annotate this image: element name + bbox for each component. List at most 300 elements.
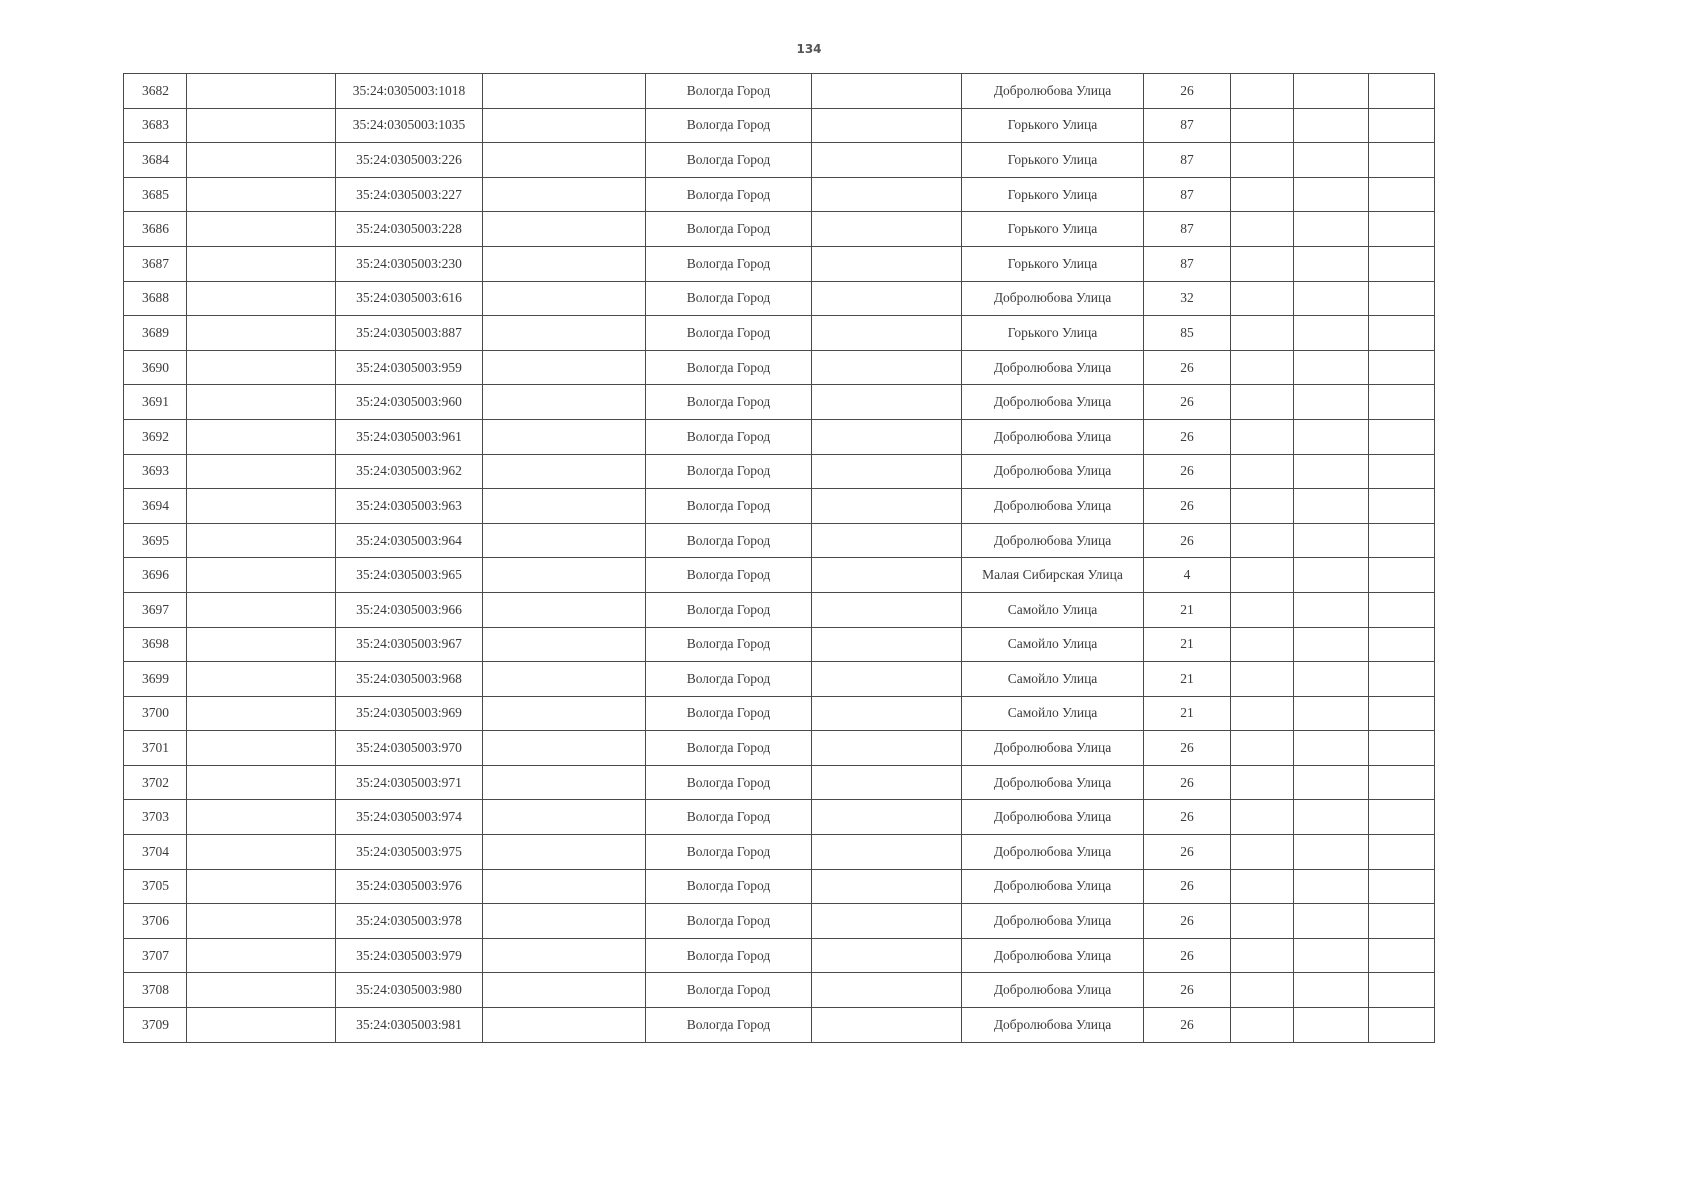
- city-cell: Вологда Город: [646, 489, 812, 524]
- empty-cell: [1369, 246, 1435, 281]
- empty-cell: [483, 558, 646, 593]
- house-number-cell: 26: [1144, 869, 1231, 904]
- city-cell: Вологда Город: [646, 731, 812, 766]
- street-cell: Горького Улица: [962, 316, 1144, 351]
- street-cell: Малая Сибирская Улица: [962, 558, 1144, 593]
- table-row: [124, 662, 1435, 697]
- empty-cell: [1294, 523, 1369, 558]
- empty-cell: [1294, 246, 1369, 281]
- house-number-cell: 87: [1144, 108, 1231, 143]
- empty-cell: [1231, 731, 1294, 766]
- house-number-cell: 87: [1144, 177, 1231, 212]
- empty-cell: [812, 212, 962, 247]
- empty-cell: [483, 869, 646, 904]
- empty-cell: [812, 316, 962, 351]
- street-cell: Добролюбова Улица: [962, 800, 1144, 835]
- row-number-cell: 3687: [124, 246, 187, 281]
- empty-cell: [1369, 316, 1435, 351]
- street-cell: Добролюбова Улица: [962, 454, 1144, 489]
- house-number-cell: 26: [1144, 765, 1231, 800]
- empty-cell: [1231, 385, 1294, 420]
- empty-cell: [1294, 489, 1369, 524]
- empty-cell: [187, 489, 336, 524]
- row-number-cell: 3704: [124, 835, 187, 870]
- table-row: [124, 904, 1435, 939]
- city-cell: Вологда Город: [646, 558, 812, 593]
- table-row: [124, 177, 1435, 212]
- table-row: [124, 108, 1435, 143]
- empty-cell: [187, 316, 336, 351]
- house-number-cell: 26: [1144, 74, 1231, 109]
- empty-cell: [1369, 731, 1435, 766]
- empty-cell: [187, 108, 336, 143]
- empty-cell: [1231, 696, 1294, 731]
- empty-cell: [1294, 973, 1369, 1008]
- empty-cell: [1294, 765, 1369, 800]
- city-cell: Вологда Город: [646, 74, 812, 109]
- table-row: [124, 627, 1435, 662]
- empty-cell: [1294, 592, 1369, 627]
- cadastral-number-cell: 35:24:0305003:974: [336, 800, 483, 835]
- empty-cell: [1294, 419, 1369, 454]
- table-body: [124, 74, 1435, 1043]
- empty-cell: [187, 1008, 336, 1043]
- empty-cell: [1369, 592, 1435, 627]
- empty-cell: [812, 246, 962, 281]
- cadastral-number-cell: 35:24:0305003:1018: [336, 74, 483, 109]
- empty-cell: [1294, 1008, 1369, 1043]
- empty-cell: [187, 419, 336, 454]
- empty-cell: [812, 385, 962, 420]
- empty-cell: [812, 835, 962, 870]
- empty-cell: [187, 74, 336, 109]
- empty-cell: [812, 627, 962, 662]
- empty-cell: [187, 765, 336, 800]
- cadastral-number-cell: 35:24:0305003:226: [336, 143, 483, 178]
- empty-cell: [1369, 350, 1435, 385]
- empty-cell: [483, 731, 646, 766]
- empty-cell: [187, 904, 336, 939]
- empty-cell: [483, 523, 646, 558]
- city-cell: Вологда Город: [646, 800, 812, 835]
- table-row: [124, 74, 1435, 109]
- empty-cell: [1294, 938, 1369, 973]
- empty-cell: [1294, 627, 1369, 662]
- street-cell: Добролюбова Улица: [962, 1008, 1144, 1043]
- empty-cell: [1369, 489, 1435, 524]
- table-row: [124, 800, 1435, 835]
- cadastral-number-cell: 35:24:0305003:227: [336, 177, 483, 212]
- empty-cell: [1231, 454, 1294, 489]
- cadastral-number-cell: 35:24:0305003:959: [336, 350, 483, 385]
- empty-cell: [187, 627, 336, 662]
- empty-cell: [483, 246, 646, 281]
- empty-cell: [1294, 731, 1369, 766]
- city-cell: Вологда Город: [646, 938, 812, 973]
- empty-cell: [187, 558, 336, 593]
- empty-cell: [1231, 835, 1294, 870]
- street-cell: Добролюбова Улица: [962, 385, 1144, 420]
- row-number-cell: 3703: [124, 800, 187, 835]
- row-number-cell: 3694: [124, 489, 187, 524]
- empty-cell: [483, 627, 646, 662]
- empty-cell: [1369, 1008, 1435, 1043]
- table-row: [124, 212, 1435, 247]
- empty-cell: [1369, 835, 1435, 870]
- empty-cell: [1369, 108, 1435, 143]
- row-number-cell: 3705: [124, 869, 187, 904]
- empty-cell: [1294, 281, 1369, 316]
- city-cell: Вологда Город: [646, 973, 812, 1008]
- empty-cell: [187, 143, 336, 178]
- cadastral-number-cell: 35:24:0305003:966: [336, 592, 483, 627]
- cadastral-number-cell: 35:24:0305003:965: [336, 558, 483, 593]
- city-cell: Вологда Город: [646, 454, 812, 489]
- row-number-cell: 3691: [124, 385, 187, 420]
- empty-cell: [812, 143, 962, 178]
- empty-cell: [187, 385, 336, 420]
- street-cell: Горького Улица: [962, 177, 1144, 212]
- empty-cell: [1231, 143, 1294, 178]
- cadastral-number-cell: 35:24:0305003:976: [336, 869, 483, 904]
- street-cell: Самойло Улица: [962, 662, 1144, 697]
- empty-cell: [812, 662, 962, 697]
- empty-cell: [483, 454, 646, 489]
- empty-cell: [1294, 454, 1369, 489]
- empty-cell: [483, 143, 646, 178]
- city-cell: Вологда Город: [646, 385, 812, 420]
- street-cell: Добролюбова Улица: [962, 489, 1144, 524]
- table-row: [124, 731, 1435, 766]
- street-cell: Добролюбова Улица: [962, 938, 1144, 973]
- cadastral-number-cell: 35:24:0305003:967: [336, 627, 483, 662]
- empty-cell: [812, 938, 962, 973]
- empty-cell: [483, 108, 646, 143]
- cadastral-number-cell: 35:24:0305003:963: [336, 489, 483, 524]
- row-number-cell: 3700: [124, 696, 187, 731]
- house-number-cell: 26: [1144, 800, 1231, 835]
- empty-cell: [187, 869, 336, 904]
- empty-cell: [483, 662, 646, 697]
- house-number-cell: 26: [1144, 454, 1231, 489]
- row-number-cell: 3707: [124, 938, 187, 973]
- empty-cell: [812, 523, 962, 558]
- table-row: [124, 696, 1435, 731]
- empty-cell: [1294, 316, 1369, 351]
- empty-cell: [1369, 385, 1435, 420]
- empty-cell: [1231, 662, 1294, 697]
- street-cell: Добролюбова Улица: [962, 419, 1144, 454]
- page-number: 134: [796, 42, 822, 56]
- street-cell: Добролюбова Улица: [962, 523, 1144, 558]
- empty-cell: [812, 800, 962, 835]
- empty-cell: [1294, 177, 1369, 212]
- row-number-cell: 3695: [124, 523, 187, 558]
- house-number-cell: 26: [1144, 1008, 1231, 1043]
- house-number-cell: 21: [1144, 627, 1231, 662]
- empty-cell: [812, 489, 962, 524]
- empty-cell: [187, 177, 336, 212]
- street-cell: Добролюбова Улица: [962, 835, 1144, 870]
- empty-cell: [483, 835, 646, 870]
- table-row: [124, 350, 1435, 385]
- empty-cell: [1369, 973, 1435, 1008]
- cadastral-number-cell: 35:24:0305003:968: [336, 662, 483, 697]
- empty-cell: [187, 592, 336, 627]
- house-number-cell: 26: [1144, 938, 1231, 973]
- house-number-cell: 26: [1144, 385, 1231, 420]
- empty-cell: [187, 454, 336, 489]
- empty-cell: [812, 177, 962, 212]
- cadastral-number-cell: 35:24:0305003:616: [336, 281, 483, 316]
- empty-cell: [1231, 869, 1294, 904]
- empty-cell: [1369, 523, 1435, 558]
- empty-cell: [1369, 800, 1435, 835]
- cadastral-number-cell: 35:24:0305003:970: [336, 731, 483, 766]
- empty-cell: [187, 938, 336, 973]
- empty-cell: [1231, 281, 1294, 316]
- city-cell: Вологда Город: [646, 696, 812, 731]
- empty-cell: [1294, 212, 1369, 247]
- empty-cell: [483, 800, 646, 835]
- row-number-cell: 3698: [124, 627, 187, 662]
- empty-cell: [187, 523, 336, 558]
- city-cell: Вологда Город: [646, 592, 812, 627]
- cadastral-number-cell: 35:24:0305003:964: [336, 523, 483, 558]
- empty-cell: [483, 212, 646, 247]
- cadastral-number-cell: 35:24:0305003:228: [336, 212, 483, 247]
- house-number-cell: 4: [1144, 558, 1231, 593]
- cadastral-number-cell: 35:24:0305003:971: [336, 765, 483, 800]
- empty-cell: [1231, 800, 1294, 835]
- empty-cell: [483, 973, 646, 1008]
- empty-cell: [483, 177, 646, 212]
- street-cell: Горького Улица: [962, 143, 1144, 178]
- city-cell: Вологда Город: [646, 869, 812, 904]
- empty-cell: [812, 973, 962, 1008]
- empty-cell: [187, 246, 336, 281]
- row-number-cell: 3685: [124, 177, 187, 212]
- house-number-cell: 26: [1144, 835, 1231, 870]
- empty-cell: [483, 74, 646, 109]
- empty-cell: [812, 592, 962, 627]
- empty-cell: [1294, 74, 1369, 109]
- city-cell: Вологда Город: [646, 662, 812, 697]
- empty-cell: [1369, 696, 1435, 731]
- cadastral-number-cell: 35:24:0305003:230: [336, 246, 483, 281]
- street-cell: Добролюбова Улица: [962, 869, 1144, 904]
- house-number-cell: 87: [1144, 212, 1231, 247]
- row-number-cell: 3708: [124, 973, 187, 1008]
- empty-cell: [1231, 419, 1294, 454]
- house-number-cell: 21: [1144, 696, 1231, 731]
- row-number-cell: 3706: [124, 904, 187, 939]
- empty-cell: [1294, 835, 1369, 870]
- street-cell: Горького Улица: [962, 108, 1144, 143]
- city-cell: Вологда Город: [646, 177, 812, 212]
- house-number-cell: 26: [1144, 731, 1231, 766]
- empty-cell: [1231, 212, 1294, 247]
- city-cell: Вологда Город: [646, 765, 812, 800]
- house-number-cell: 26: [1144, 973, 1231, 1008]
- empty-cell: [483, 350, 646, 385]
- empty-cell: [483, 938, 646, 973]
- empty-cell: [1369, 74, 1435, 109]
- empty-cell: [1369, 765, 1435, 800]
- empty-cell: [187, 696, 336, 731]
- empty-cell: [1294, 696, 1369, 731]
- cadastral-number-cell: 35:24:0305003:979: [336, 938, 483, 973]
- registry-table: [123, 73, 1435, 1043]
- empty-cell: [1369, 212, 1435, 247]
- cadastral-number-cell: 35:24:0305003:981: [336, 1008, 483, 1043]
- city-cell: Вологда Город: [646, 904, 812, 939]
- city-cell: Вологда Город: [646, 350, 812, 385]
- table-row: [124, 558, 1435, 593]
- street-cell: Добролюбова Улица: [962, 731, 1144, 766]
- row-number-cell: 3689: [124, 316, 187, 351]
- street-cell: Самойло Улица: [962, 696, 1144, 731]
- empty-cell: [812, 731, 962, 766]
- empty-cell: [483, 419, 646, 454]
- house-number-cell: 26: [1144, 350, 1231, 385]
- empty-cell: [1369, 904, 1435, 939]
- house-number-cell: 26: [1144, 523, 1231, 558]
- empty-cell: [812, 454, 962, 489]
- row-number-cell: 3690: [124, 350, 187, 385]
- empty-cell: [1294, 350, 1369, 385]
- street-cell: Добролюбова Улица: [962, 350, 1144, 385]
- house-number-cell: 26: [1144, 419, 1231, 454]
- table-row: [124, 454, 1435, 489]
- table-row: [124, 316, 1435, 351]
- empty-cell: [1231, 177, 1294, 212]
- row-number-cell: 3697: [124, 592, 187, 627]
- empty-cell: [1294, 904, 1369, 939]
- empty-cell: [1231, 592, 1294, 627]
- empty-cell: [483, 696, 646, 731]
- empty-cell: [1369, 177, 1435, 212]
- row-number-cell: 3692: [124, 419, 187, 454]
- empty-cell: [812, 419, 962, 454]
- empty-cell: [187, 731, 336, 766]
- empty-cell: [812, 869, 962, 904]
- empty-cell: [1369, 419, 1435, 454]
- row-number-cell: 3709: [124, 1008, 187, 1043]
- table-row: [124, 938, 1435, 973]
- table-row: [124, 143, 1435, 178]
- empty-cell: [812, 558, 962, 593]
- empty-cell: [1369, 938, 1435, 973]
- empty-cell: [812, 765, 962, 800]
- cadastral-number-cell: 35:24:0305003:1035: [336, 108, 483, 143]
- city-cell: Вологда Город: [646, 835, 812, 870]
- row-number-cell: 3693: [124, 454, 187, 489]
- empty-cell: [1369, 454, 1435, 489]
- empty-cell: [1231, 316, 1294, 351]
- city-cell: Вологда Город: [646, 523, 812, 558]
- city-cell: Вологда Город: [646, 316, 812, 351]
- city-cell: Вологда Город: [646, 281, 812, 316]
- empty-cell: [1231, 1008, 1294, 1043]
- empty-cell: [483, 592, 646, 627]
- empty-cell: [812, 904, 962, 939]
- row-number-cell: 3683: [124, 108, 187, 143]
- house-number-cell: 85: [1144, 316, 1231, 351]
- cadastral-number-cell: 35:24:0305003:960: [336, 385, 483, 420]
- street-cell: Добролюбова Улица: [962, 281, 1144, 316]
- table-row: [124, 419, 1435, 454]
- empty-cell: [1231, 74, 1294, 109]
- empty-cell: [1294, 800, 1369, 835]
- table-row: [124, 1008, 1435, 1043]
- empty-cell: [1369, 627, 1435, 662]
- cadastral-number-cell: 35:24:0305003:975: [336, 835, 483, 870]
- row-number-cell: 3682: [124, 74, 187, 109]
- empty-cell: [187, 281, 336, 316]
- empty-cell: [812, 281, 962, 316]
- house-number-cell: 87: [1144, 246, 1231, 281]
- empty-cell: [483, 904, 646, 939]
- house-number-cell: 26: [1144, 904, 1231, 939]
- empty-cell: [1369, 869, 1435, 904]
- city-cell: Вологда Город: [646, 108, 812, 143]
- table-row: [124, 246, 1435, 281]
- street-cell: Добролюбова Улица: [962, 904, 1144, 939]
- empty-cell: [1369, 143, 1435, 178]
- cadastral-number-cell: 35:24:0305003:969: [336, 696, 483, 731]
- row-number-cell: 3686: [124, 212, 187, 247]
- empty-cell: [483, 385, 646, 420]
- row-number-cell: 3696: [124, 558, 187, 593]
- table-row: [124, 385, 1435, 420]
- empty-cell: [1231, 523, 1294, 558]
- empty-cell: [1369, 281, 1435, 316]
- city-cell: Вологда Город: [646, 143, 812, 178]
- empty-cell: [812, 1008, 962, 1043]
- empty-cell: [1231, 246, 1294, 281]
- city-cell: Вологда Город: [646, 246, 812, 281]
- cadastral-number-cell: 35:24:0305003:980: [336, 973, 483, 1008]
- empty-cell: [1231, 938, 1294, 973]
- city-cell: Вологда Город: [646, 1008, 812, 1043]
- empty-cell: [483, 316, 646, 351]
- table-row: [124, 869, 1435, 904]
- city-cell: Вологда Город: [646, 212, 812, 247]
- cadastral-number-cell: 35:24:0305003:961: [336, 419, 483, 454]
- table-row: [124, 489, 1435, 524]
- table-row: [124, 281, 1435, 316]
- empty-cell: [1231, 489, 1294, 524]
- empty-cell: [1294, 662, 1369, 697]
- empty-cell: [812, 108, 962, 143]
- house-number-cell: 21: [1144, 662, 1231, 697]
- empty-cell: [483, 1008, 646, 1043]
- table-row: [124, 835, 1435, 870]
- empty-cell: [187, 350, 336, 385]
- empty-cell: [1369, 558, 1435, 593]
- row-number-cell: 3701: [124, 731, 187, 766]
- table-row: [124, 523, 1435, 558]
- empty-cell: [1231, 973, 1294, 1008]
- empty-cell: [483, 281, 646, 316]
- house-number-cell: 26: [1144, 489, 1231, 524]
- empty-cell: [1231, 765, 1294, 800]
- house-number-cell: 21: [1144, 592, 1231, 627]
- street-cell: Горького Улица: [962, 246, 1144, 281]
- empty-cell: [1294, 108, 1369, 143]
- city-cell: Вологда Город: [646, 627, 812, 662]
